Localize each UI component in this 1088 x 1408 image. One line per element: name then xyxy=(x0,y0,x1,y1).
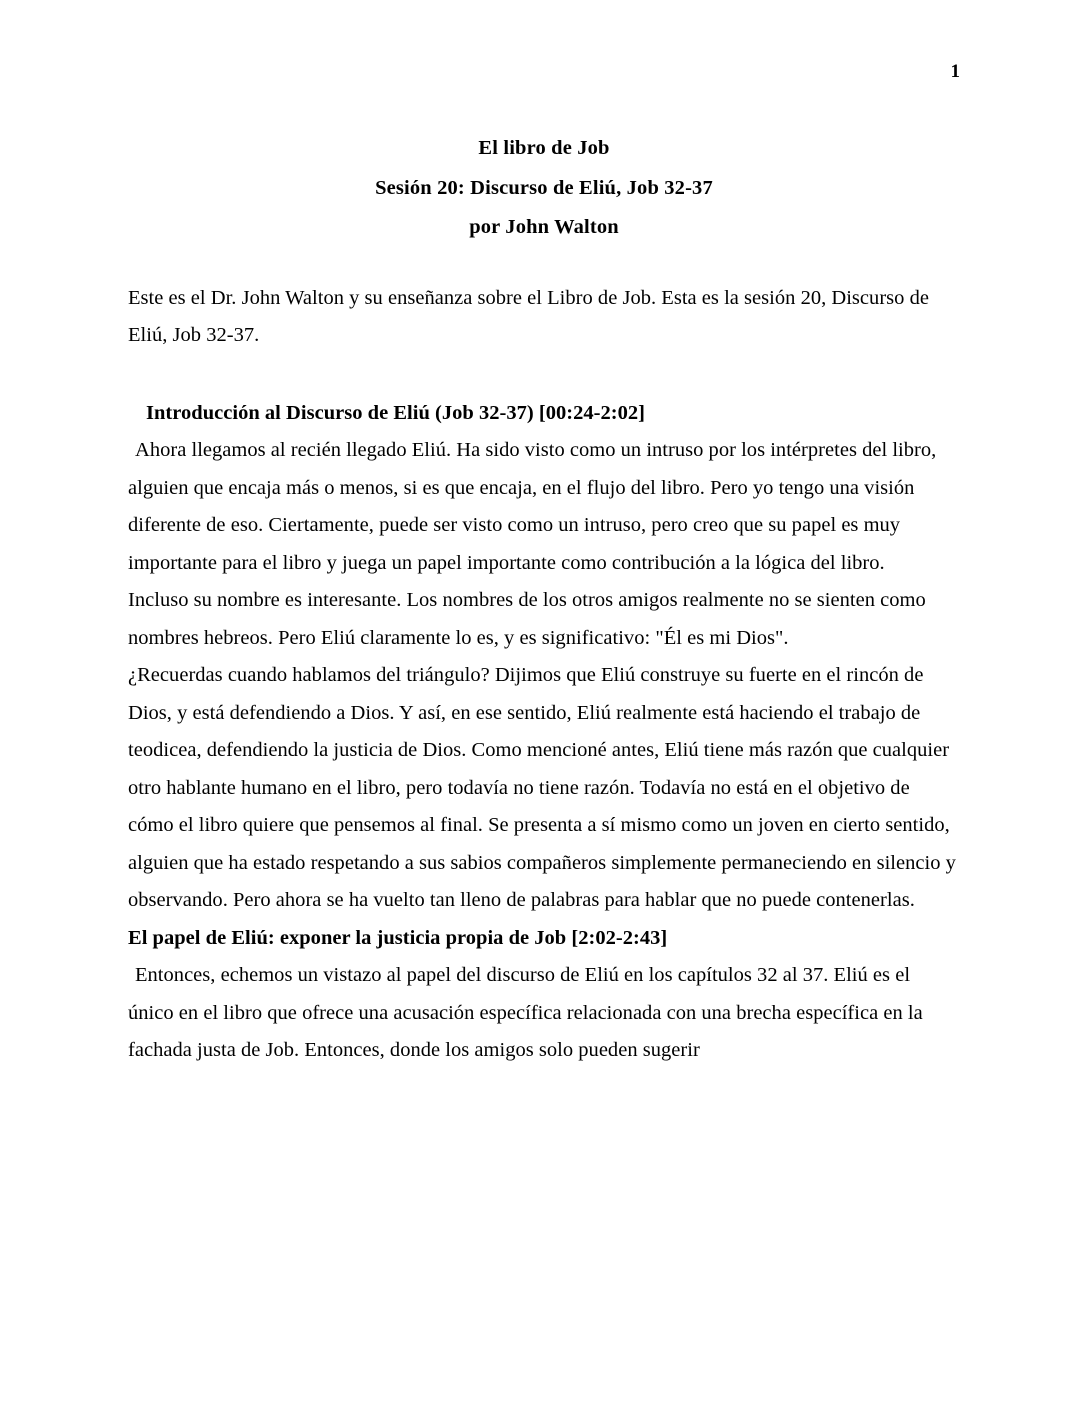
document-title-line-1: El libro de Job xyxy=(478,137,610,159)
section-0-paragraph-0: Ahora llegamos al recién llegado Eliú. Ha sido visto como un intruso por los intérpretes del libro, alguien que encaja más o menos, si es que encaja, en el flujo del libro. Pero yo tengo una visión diferente de eso. Ciertamente, puede ser visto como un intruso, pero creo que su papel es muy importante para el libro y juega un papel importante como contribución a la lógica del libro. xyxy=(128,439,937,574)
section-0-paragraph-2: ¿Recuerdas cuando hablamos del triángulo? Dijimos que Eliú construye su fuerte en el rincón de Dios, y está defendiendo a Dios. Y así, en ese sentido, Eliú realmente está haciendo el trabajo de teodicea, defendiendo la justicia de Dios. Como mencioné antes, Eliú tiene más razón que cualquier otro hablante humano en el libro, pero todavía no tiene razón. Todavía no está en el objetivo de cómo el libro quiere que pensemos al final. Se presenta a sí mismo como un joven en cierto sentido, alguien que ha estado respetando a sus sabios compañeros simplemente permaneciendo en silencio y observando. Pero ahora se ha vuelto tan lleno de palabras para hablar que no puede contenerlas. xyxy=(128,664,956,911)
section-0-paragraph-1: Incluso su nombre es interesante. Los nombres de los otros amigos realmente no se sienten como nombres hebreos. Pero Eliú claramente lo es, y es significativo: "Él es mi Dios". xyxy=(128,589,926,649)
section-1-paragraph-0: Entonces, echemos un vistazo al papel del discurso de Eliú en los capítulos 32 al 37. Eliú es el único en el libro que ofrece una acusación específica relacionada con una brecha específica en la fachada justa de Job. Entonces, donde los amigos solo pueden sugerir xyxy=(128,964,923,1061)
document-title-line-2: Sesión 20: Discurso de Eliú, Job 32-37 xyxy=(375,176,713,199)
section-heading-papel-de-eliu: El papel de Eliú: exponer la justicia propia de Job [2:02-2:43] xyxy=(128,926,668,949)
section-spacer xyxy=(128,355,960,395)
page-number: 1 xyxy=(950,61,960,82)
section-heading-introduccion: Introducción al Discurso de Eliú (Job 32-37) [00:24-2:02] xyxy=(146,401,646,424)
document-title-line-3: por John Walton xyxy=(469,216,619,238)
document-body xyxy=(128,280,960,1070)
document-title-block xyxy=(128,138,960,238)
intro-paragraph: Este es el Dr. John Walton y su enseñanza sobre el Libro de Job. Esta es la sesión 20, Discurso de Eliú, Job 32-37. xyxy=(128,286,929,346)
